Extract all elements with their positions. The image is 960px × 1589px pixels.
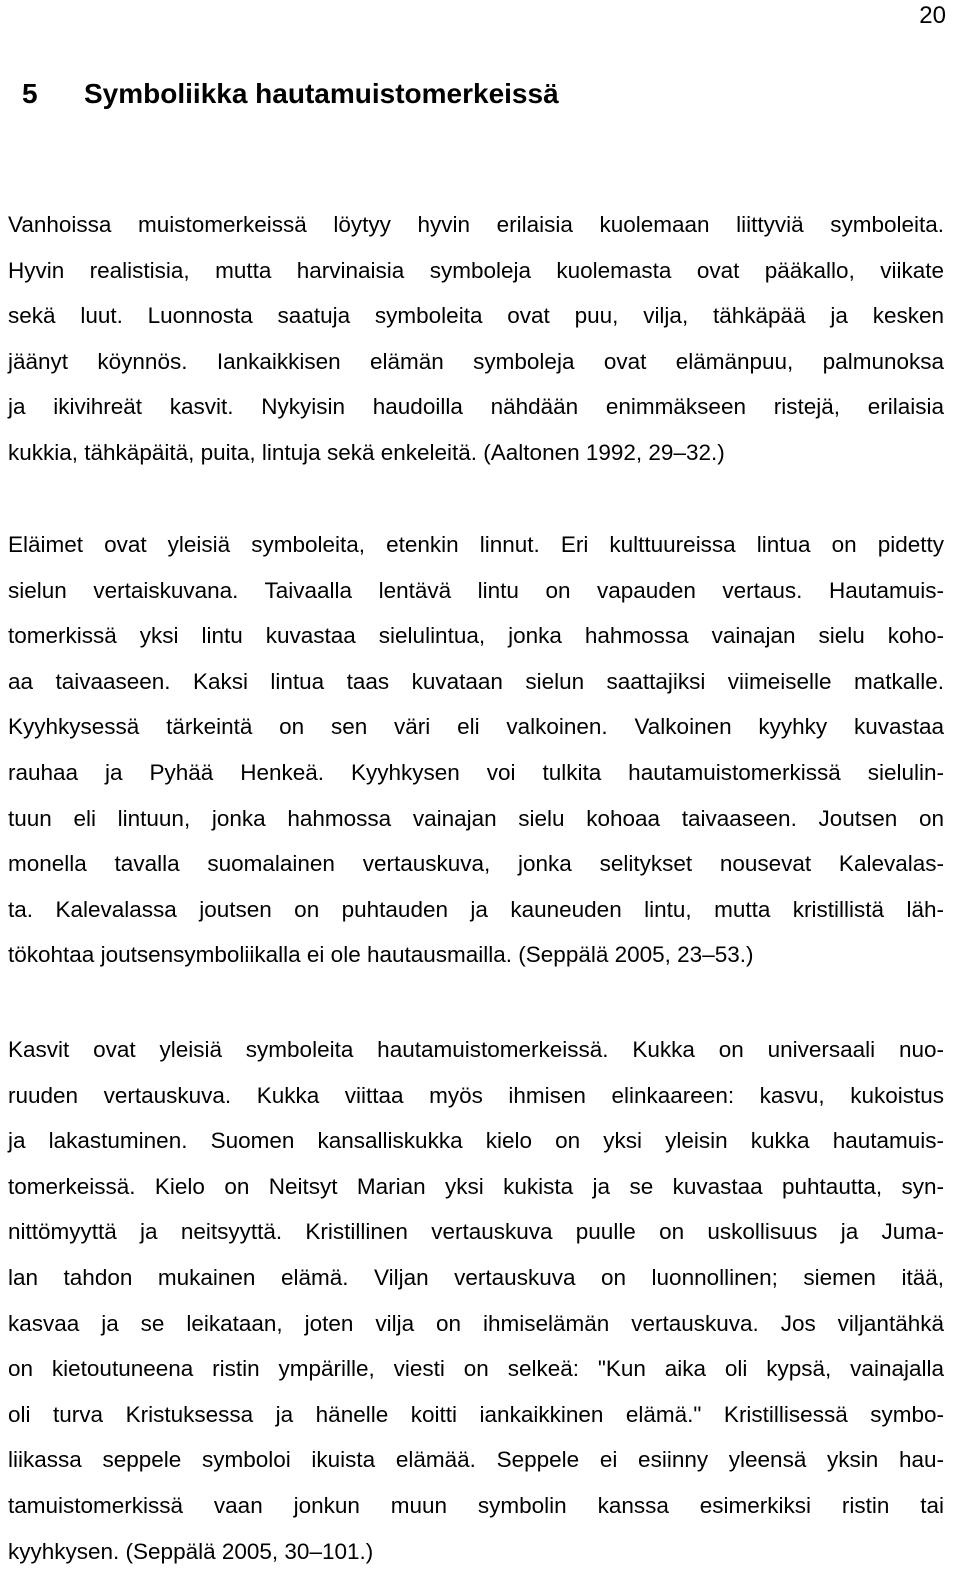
- text-line: sekä luut. Luonnosta saatuja symboleita ovat puu, vilja, tähkäpää ja kesken: [8, 303, 944, 329]
- text-line: Kasvit ovat yleisiä symboleita hautamuistomerkeissä. Kukka on universaali nuo-: [8, 1037, 944, 1062]
- text-line: tuun eli lintuun, jonka hahmossa vainajan sielu kohoaa taivaaseen. Joutsen on: [8, 805, 944, 831]
- text-line: aa taivaaseen. Kaksi lintua taas kuvataan sielun saattajiksi viimeiselle matkalle.: [8, 668, 944, 694]
- section-heading: [22, 76, 559, 112]
- text-line: sielun vertaiskuvana. Taivaalla lentävä lintu on vapauden vertaus. Hautamuis-: [8, 577, 944, 603]
- text-line: Eläimet ovat yleisiä symboleita, etenkin linnut. Eri kulttuureissa lintua on pidetty: [8, 532, 944, 557]
- text-line: oli turva Kristuksessa ja hänelle koitti iankaikkinen elämä." Kristillisessä symbo-: [8, 1401, 944, 1427]
- text-line: rauhaa ja Pyhää Henkeä. Kyyhkysen voi tulkita hautamuistomerkissä sielulin-: [8, 759, 944, 785]
- text-line: tomerkeissä. Kielo on Neitsyt Marian yksi kukista ja se kuvastaa puhtautta, syn-: [8, 1173, 944, 1199]
- page-number: 20: [919, 2, 946, 29]
- paragraph-2: [8, 522, 944, 978]
- text-line: ja lakastuminen. Suomen kansalliskukka kielo on yksi yleisin kukka hautamuis-: [8, 1128, 944, 1154]
- text-line: kasvaa ja se leikataan, joten vilja on ihmiselämän vertauskuva. Jos viljantähkä: [8, 1310, 944, 1336]
- paragraph-1: [8, 202, 944, 476]
- text-line: ruuden vertauskuva. Kukka viittaa myös ihmisen elinkaareen: kasvu, kukoistus: [8, 1082, 944, 1108]
- text-line: ta. Kalevalassa joutsen on puhtauden ja kauneuden lintu, mutta kristillistä läh-: [8, 896, 944, 922]
- text-line: kyyhkysen. (Seppälä 2005, 30–101.): [8, 1538, 374, 1564]
- text-line: tamuistomerkissä vaan jonkun muun symbolin kanssa esimerkiksi ristin tai: [8, 1492, 944, 1518]
- text-line: tomerkissä yksi lintu kuvastaa sielulintua, jonka hahmossa vainajan sielu koho-: [8, 623, 944, 649]
- paragraph-3: [8, 1027, 944, 1574]
- text-line: Vanhoissa muistomerkeissä löytyy hyvin erilaisia kuolemaan liittyviä symboleita.: [8, 212, 944, 237]
- text-line: kukkia, tähkäpäitä, puita, lintuja sekä enkeleitä. (Aaltonen 1992, 29–32.): [8, 439, 725, 465]
- text-line: Kyyhkysessä tärkeintä on sen väri eli valkoinen. Valkoinen kyyhky kuvastaa: [8, 714, 944, 740]
- text-line: jäänyt köynnös. Iankaikkisen elämän symboleja ovat elämänpuu, palmunoksa: [8, 348, 944, 374]
- text-line: liikassa seppele symboloi ikuista elämää. Seppele ei esiinny yleensä yksin hau-: [8, 1447, 944, 1473]
- text-line: on kietoutuneena ristin ympärille, viesti on selkeä: "Kun aika oli kypsä, vainajalla: [8, 1356, 944, 1382]
- text-line: tökohtaa joutsensymboliikalla ei ole hautausmailla. (Seppälä 2005, 23–53.): [8, 942, 754, 968]
- section-title: Symboliikka hautamuistomerkeissä: [84, 78, 559, 109]
- text-line: nittömyyttä ja neitsyyttä. Kristillinen vertauskuva puulle on uskollisuus ja Juma-: [8, 1219, 944, 1245]
- text-line: monella tavalla suomalainen vertauskuva, jonka selitykset nousevat Kalevalas-: [8, 851, 944, 877]
- text-line: Hyvin realistisia, mutta harvinaisia symboleja kuolemasta ovat pääkallo, viikate: [8, 257, 944, 283]
- text-line: lan tahdon mukainen elämä. Viljan vertauskuva on luonnollinen; siemen itää,: [8, 1264, 944, 1290]
- section-number: 5: [22, 78, 38, 109]
- text-line: ja ikivihreät kasvit. Nykyisin haudoilla nähdään enimmäkseen ristejä, erilaisia: [8, 394, 944, 420]
